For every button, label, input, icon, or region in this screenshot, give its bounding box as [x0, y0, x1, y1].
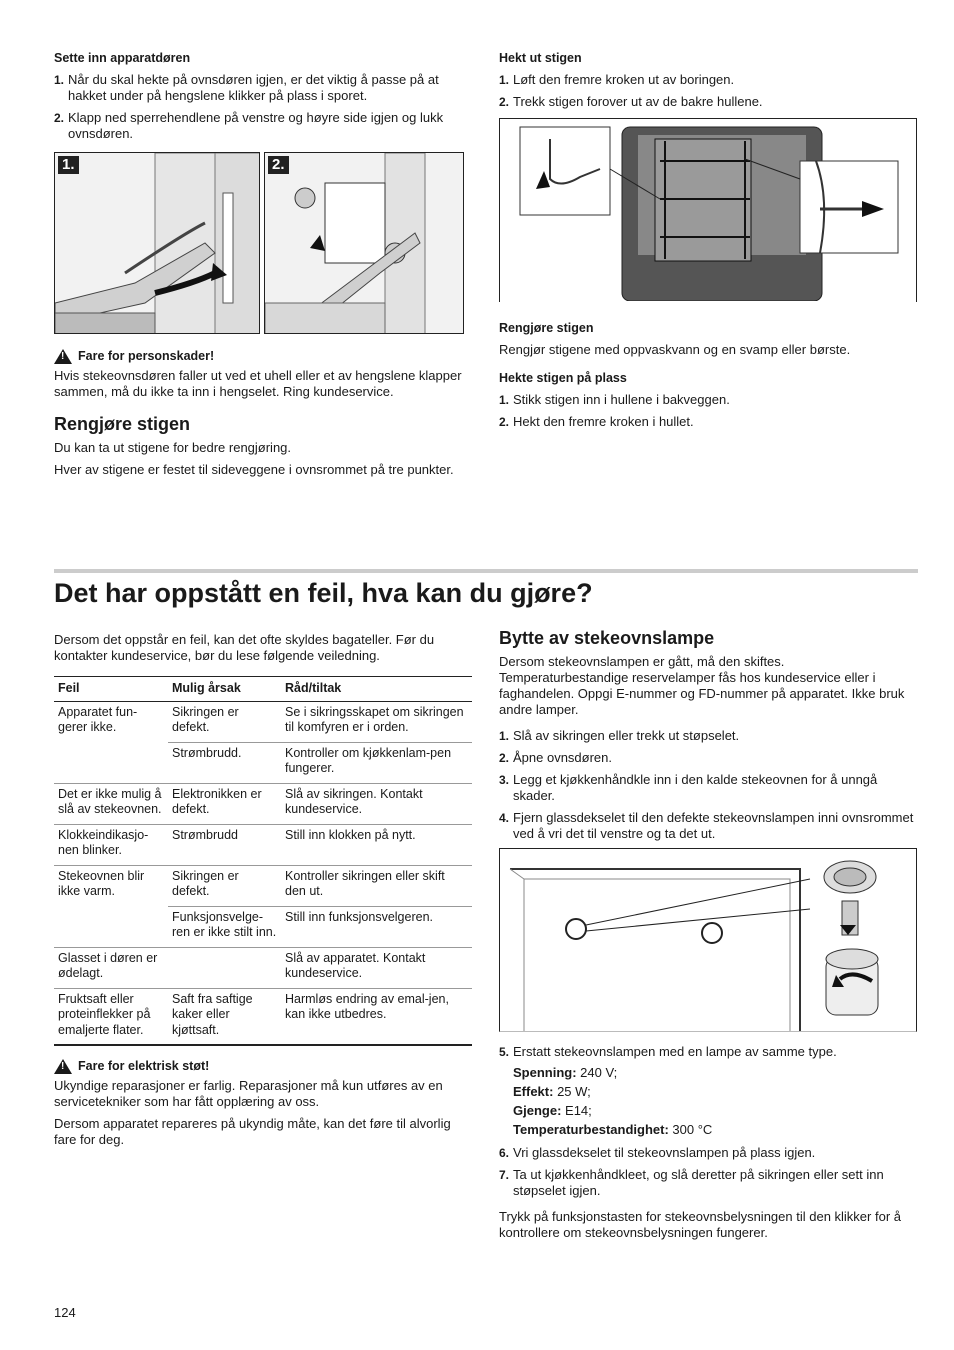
- heading-hook-rack: Hekte stigen på plass: [499, 371, 627, 385]
- table-row: Apparatet fun-gerer ikke. Sikringen er defekt. Se i sikringsskapet om sikringen til komfyren er i orden.: [54, 701, 472, 742]
- column-header: Mulig årsak: [168, 677, 281, 702]
- table-row: Strømbrudd. Kontroller om kjøkkenlam-pen fungerer.: [54, 742, 472, 783]
- right-column: [499, 50, 917, 436]
- page-number: 124: [54, 1305, 76, 1320]
- list-item: 1. Stikk stigen inn i hullene i bakveggen.: [499, 392, 730, 407]
- intro-paragraph: Dersom det oppstår en feil, kan det ofte skyldes bagateller. Før du kontakter kundeservice, bør du lese følgende veiledning.: [54, 632, 435, 663]
- hinge-illustration-2: [265, 153, 464, 334]
- fault-table: [54, 676, 472, 1046]
- lamp-column: [499, 630, 917, 1247]
- steps-unhook: [499, 72, 917, 110]
- steps-lamp: [499, 728, 917, 842]
- list-item: 3. Legg et kjøkkenhåndkle inn i den kalde stekeovnen for å unngå skader.: [499, 772, 878, 803]
- paragraph: Hver av stigene er festet til sideveggene i ovnsrommet på tre punkter.: [54, 462, 454, 477]
- left-column: [54, 50, 472, 484]
- heading-clean-rack: Rengjøre stigen: [54, 414, 191, 434]
- table-row: Det er ikke mulig å slå av stekeovnen. Elektronikken er defekt. Slå av sikringen. Kontakt kundeservice.: [54, 783, 472, 824]
- steps-lamp-continued: [499, 1044, 917, 1199]
- list-item: 1. Når du skal hekte på ovnsdøren igjen, er det viktig å passe på at hakket under på hengslene klikker på plass i sporet.: [54, 72, 439, 103]
- list-item: 2. Trekk stigen forover ut av de bakre hullene.: [499, 94, 763, 109]
- list-item: 2. Klapp ned sperrehendlene på venstre og høyre side igjen og lukk ovnsdøren.: [54, 110, 444, 141]
- lamp-illustration: [500, 849, 916, 1031]
- list-item: 4. Fjern glassdekselet til den defekte stekeovnslampen inni ovnsrommet ved å vri det til venstre og ta det ut.: [499, 810, 914, 841]
- column-header: Råd/tiltak: [281, 677, 472, 702]
- troubleshooting-column: [54, 632, 472, 1154]
- list-item: 2. Åpne ovnsdøren.: [499, 750, 613, 765]
- column-header: Feil: [54, 677, 168, 702]
- paragraph: Du kan ta ut stigene for bedre rengjøring.: [54, 440, 292, 455]
- paragraph: Ukyndige reparasjoner er farlig. Reparasjoner må kun utføres av en servicetekniker som har fått opplæring av oss.: [54, 1078, 443, 1109]
- list-item: 1. Slå av sikringen eller trekk ut støpselet.: [499, 728, 740, 743]
- steps-insert-door: [54, 72, 472, 142]
- figure-hinge-2: [264, 152, 464, 334]
- section-divider: [54, 569, 918, 573]
- paragraph: Dersom apparatet repareres på ukyndig måte, kan det føre til alvorlig fare for deg.: [54, 1116, 451, 1147]
- warning-icon: [54, 1059, 72, 1074]
- list-item: 7. Ta ut kjøkkenhåndkleet, og slå deretter på sikringen eller sett inn støpselet igjen.: [499, 1167, 884, 1198]
- table-row: Stekeovnen blir ikke varm. Sikringen er defekt. Kontroller sikringen eller skift den ut.: [54, 865, 472, 906]
- warning-injury: ! Fare for personskader!: [54, 348, 472, 364]
- figure-lamp: [499, 848, 917, 1032]
- lamp-spec: Spenning: 240 V; Effekt: 25 W; Gjenge: E14; Temperaturbestandighet: 300 °C: [513, 1065, 713, 1137]
- table-row: Fruktsaft eller proteinflekker på emaljerte flater. Saft fra saftige kaker eller kjøttsaft. Harmløs endring av emal-jen, kan ikke utbedres.: [54, 988, 472, 1045]
- table-row: Klokkeindikasjo-nen blinker. Strømbrudd Still inn klokken på nytt.: [54, 824, 472, 865]
- page-title: Det har oppstått en feil, hva kan du gjøre?: [54, 578, 593, 608]
- paragraph: Dersom stekeovnslampen er gått, må den skiftes. Temperaturbestandige reservelamper fås hos kundeservice eller i faghandelen. Oppgi E-nummer og FD-nummer på apparatet. Ikke bruk andre lamper.: [499, 654, 905, 717]
- list-item: 5. Erstatt stekeovnslampen med en lampe av samme type. Spenning: 240 V; Effekt: 25 W; Gjenge: E14; Temperaturbestandighet: 300 °C: [499, 1044, 917, 1139]
- warning-electric: ! Fare for elektrisk støt!: [54, 1058, 472, 1074]
- heading-insert-door: Sette inn apparatdøren: [54, 51, 191, 65]
- figure-hinge-1: [54, 152, 260, 334]
- heading-replace-lamp: Bytte av stekeovnslampe: [499, 628, 715, 648]
- hinge-illustration-1: [55, 153, 260, 334]
- table-header-row: [54, 677, 472, 702]
- figure-rack: [499, 118, 917, 302]
- list-item: 1. Løft den fremre kroken ut av boringen.: [499, 72, 735, 87]
- door-figures: [54, 152, 472, 334]
- figure-label: 1.: [58, 156, 79, 174]
- warning-icon: [54, 349, 72, 364]
- table-row: Funksjonsvelge-ren er ikke stilt inn. Still inn funksjonsvelgeren.: [54, 906, 472, 947]
- heading-unhook-rack: Hekt ut stigen: [499, 51, 582, 65]
- warning-injury-text: Hvis stekeovnsdøren faller ut ved et uhell eller et av hengslene klapper sammen, må du ikke ta inn i hengselet. Ring kundeservice.: [54, 368, 462, 399]
- list-item: 6. Vri glassdekselet til stekeovnslampen på plass igjen.: [499, 1145, 816, 1160]
- figure-label: 2.: [268, 156, 289, 174]
- heading-clean-rack-small: Rengjøre stigen: [499, 321, 594, 335]
- paragraph: Rengjør stigene med oppvaskvann og en svamp eller børste.: [499, 342, 851, 357]
- steps-hook: [499, 392, 917, 430]
- rack-illustration: [500, 119, 916, 301]
- list-item: 2. Hekt den fremre kroken i hullet.: [499, 414, 694, 429]
- table-row: Glasset i døren er ødelagt. Slå av apparatet. Kontakt kundeservice.: [54, 947, 472, 988]
- paragraph: Trykk på funksjonstasten for stekeovnsbelysningen til den klikker for å kontrollere om stekeovnsbelysningen fungerer.: [499, 1209, 901, 1240]
